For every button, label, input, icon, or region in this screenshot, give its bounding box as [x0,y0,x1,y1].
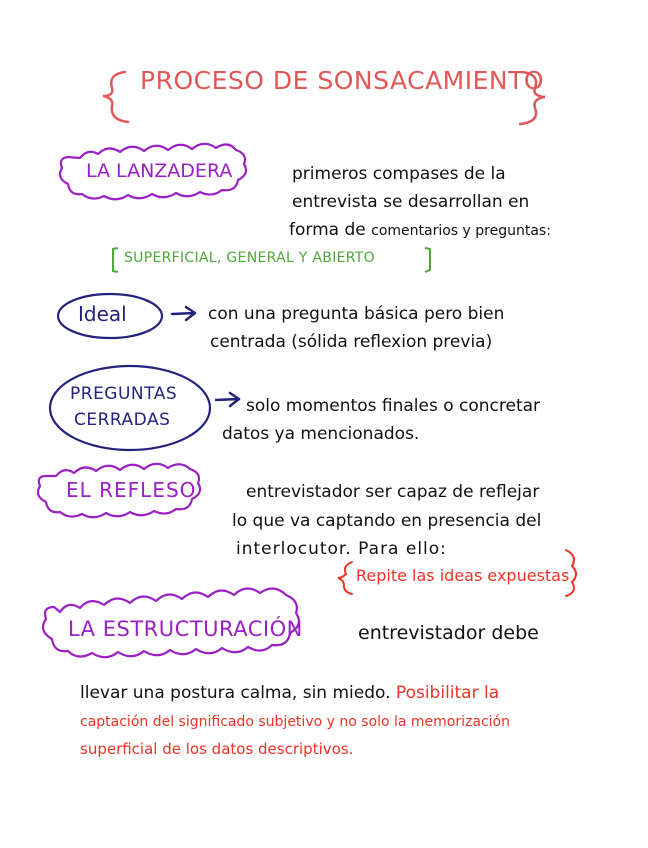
estructuracion-line-1: entrevistador debe [358,622,539,644]
estructuracion-heading: LA ESTRUCTURACIÓN [68,617,303,641]
estructuracion-red-3: superficial de los datos descriptivos. [80,740,354,758]
cerradas-label-2: CERRADAS [74,410,171,430]
estructuracion-line-2: llevar una postura calma, sin miedo. [80,683,391,703]
lanzadera-line-3a: forma de [289,220,366,240]
estructuracion-red-2: captación del significado subjetivo y no solo la memorización [80,714,510,730]
ideal-line-2: centrada (sólida reflexion previa) [210,332,493,352]
estructuracion-red-1: Posibilitar la [395,683,500,703]
page-title: PROCESO DE SONSACAMIENTO [140,66,545,95]
ideal-label: Ideal [78,302,127,326]
cerradas-line-2: datos ya mencionados. [222,424,420,444]
lanzadera-line-2: entrevista se desarrollan en [292,192,530,212]
lanzadera-line-3b: comentarios y preguntas: [371,223,551,239]
refleso-heading: EL REFLESO [66,478,197,502]
cerradas-line-1: solo momentos finales o concretar [246,396,541,416]
ideal-line-1: con una pregunta básica pero bien [208,304,505,324]
refleso-line-3: interlocutor. Para ello: [236,539,447,559]
cerradas-label-1: PREGUNTAS [70,384,178,404]
refleso-line-1: entrevistador ser capaz de reflejar [246,482,540,502]
lanzadera-heading: LA LANZADERA [86,160,233,182]
refleso-line-2: lo que va captando en presencia del [232,511,542,531]
refleso-note: Repite las ideas expuestas [356,566,570,585]
lanzadera-box: SUPERFICIAL, GENERAL Y ABIERTO [124,250,375,266]
lanzadera-line-1: primeros compases de la [292,164,506,184]
